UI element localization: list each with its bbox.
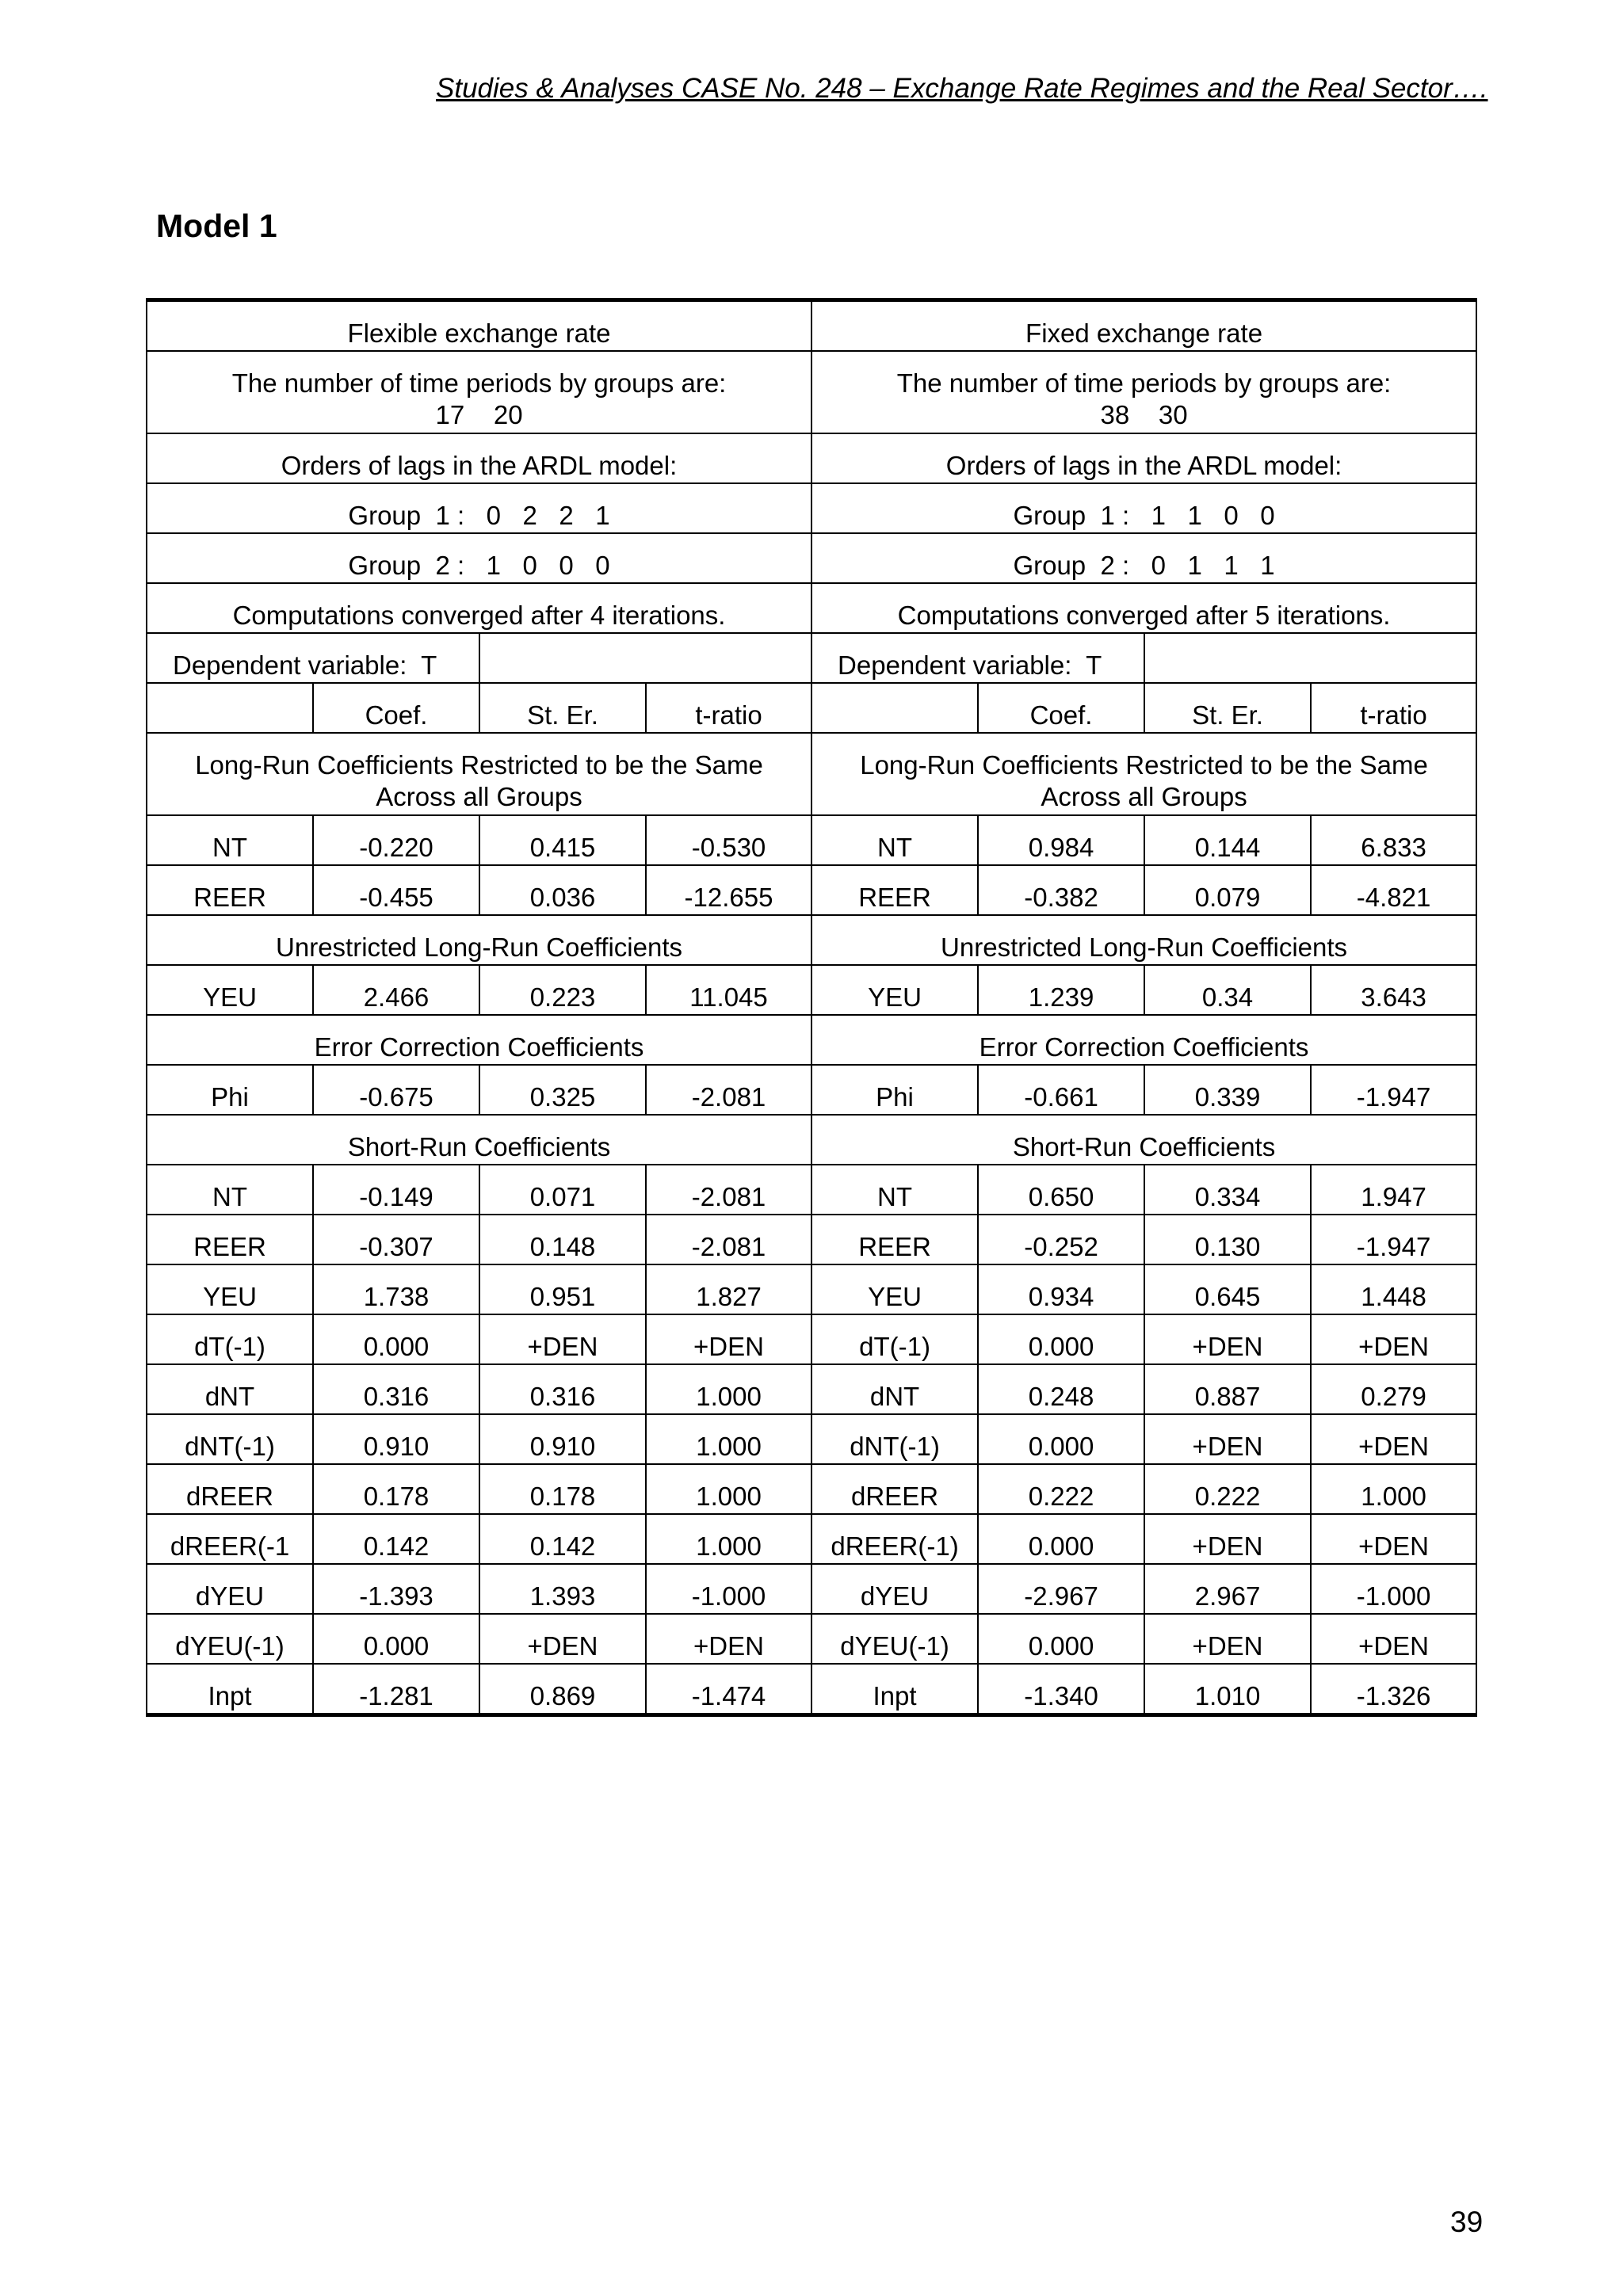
fixed-coef-cell: 0.650	[978, 1165, 1144, 1215]
flexible-st-err-cell: 1.393	[479, 1564, 646, 1614]
fixed-t-ratio-cell: -1.947	[1311, 1215, 1476, 1264]
fixed-coef-cell: -0.252	[978, 1215, 1144, 1264]
flexible-t-ratio-cell: 1.000	[646, 1514, 812, 1564]
flexible-variable-cell: YEU	[147, 965, 313, 1015]
fixed-periods-values: 38 30	[1100, 400, 1188, 429]
flexible-t-ratio-cell: +DEN	[646, 1614, 812, 1664]
table-row	[147, 1264, 1476, 1314]
fixed-section-error-correction: Error Correction Coefficients	[812, 1015, 1476, 1065]
flexible-variable-cell: dYEU(-1)	[147, 1614, 313, 1664]
flexible-variable-cell: YEU	[147, 1264, 313, 1314]
flexible-coef-cell: 0.910	[313, 1414, 479, 1464]
flexible-variable-cell: Inpt	[147, 1664, 313, 1715]
table-row	[147, 1564, 1476, 1614]
flexible-coef-cell: 2.466	[313, 965, 479, 1015]
fixed-st-err-cell: +DEN	[1144, 1414, 1311, 1464]
periods-row	[147, 351, 1476, 433]
fixed-variable-cell: NT	[812, 815, 978, 865]
flexible-st-err-cell: 0.316	[479, 1364, 646, 1414]
flexible-st-err-cell: 0.036	[479, 865, 646, 915]
fixed-coef-cell: 0.000	[978, 1314, 1144, 1364]
fixed-variable-cell: dYEU	[812, 1564, 978, 1614]
dependent-row	[147, 633, 1476, 683]
table-row	[147, 1314, 1476, 1364]
fixed-st-err-cell: 1.010	[1144, 1664, 1311, 1715]
section-title: Long-Run Coefficients Restricted to be the Same Across all Groups	[195, 750, 763, 811]
flexible-st-err-cell: 0.071	[479, 1165, 646, 1215]
flexible-header-se: St. Er.	[479, 683, 646, 733]
fixed-regime-heading: Fixed exchange rate	[812, 300, 1476, 352]
flexible-variable-cell: dREER	[147, 1464, 313, 1514]
flexible-group2: Group 2 : 1 0 0 0	[147, 533, 812, 583]
fixed-variable-cell: Phi	[812, 1065, 978, 1115]
fixed-variable-cell: YEU	[812, 1264, 978, 1314]
flexible-t-ratio-cell: 1.827	[646, 1264, 812, 1314]
fixed-section-short-run: Short-Run Coefficients	[812, 1115, 1476, 1165]
section-short-run-row	[147, 1115, 1476, 1165]
flexible-st-err-cell: +DEN	[479, 1614, 646, 1664]
fixed-header-coef: Coef.	[978, 683, 1144, 733]
table-row	[147, 1514, 1476, 1564]
flexible-st-err-cell: 0.415	[479, 815, 646, 865]
flexible-lags-label: Orders of lags in the ARDL model:	[147, 433, 812, 483]
section-title: Long-Run Coefficients Restricted to be the Same Across all Groups	[860, 750, 1428, 811]
table-row	[147, 1165, 1476, 1215]
flexible-coef-cell: -0.675	[313, 1065, 479, 1115]
flexible-coef-cell: -1.281	[313, 1664, 479, 1715]
flexible-periods-values: 17 20	[435, 400, 523, 429]
flexible-section-error-correction: Error Correction Coefficients	[147, 1015, 812, 1065]
fixed-variable-cell: dREER(-1)	[812, 1514, 978, 1564]
fixed-t-ratio-cell: +DEN	[1311, 1314, 1476, 1364]
table-row	[147, 1414, 1476, 1464]
results-table	[146, 298, 1477, 1717]
flexible-variable-cell: NT	[147, 1165, 313, 1215]
flexible-st-err-cell: 0.869	[479, 1664, 646, 1715]
fixed-coef-cell: -2.967	[978, 1564, 1144, 1614]
fixed-section-unrestricted: Unrestricted Long-Run Coefficients	[812, 915, 1476, 965]
flexible-variable-cell: dREER(-1	[147, 1514, 313, 1564]
flexible-coef-cell: 0.142	[313, 1514, 479, 1564]
column-header-row	[147, 683, 1476, 733]
table-row	[147, 1664, 1476, 1715]
fixed-variable-cell: REER	[812, 865, 978, 915]
flexible-t-ratio-cell: 1.000	[646, 1364, 812, 1414]
fixed-t-ratio-cell: +DEN	[1311, 1614, 1476, 1664]
flexible-variable-cell: Phi	[147, 1065, 313, 1115]
flexible-coef-cell: 0.000	[313, 1614, 479, 1664]
fixed-coef-cell: 0.000	[978, 1614, 1144, 1664]
fixed-st-err-cell: +DEN	[1144, 1614, 1311, 1664]
fixed-converged: Computations converged after 5 iterations.	[812, 583, 1476, 633]
fixed-variable-cell: YEU	[812, 965, 978, 1015]
fixed-header-blank	[812, 683, 978, 733]
flexible-t-ratio-cell: -1.000	[646, 1564, 812, 1614]
fixed-coef-cell: 0.000	[978, 1514, 1144, 1564]
flexible-group1: Group 1 : 0 2 2 1	[147, 483, 812, 533]
flexible-st-err-cell: 0.178	[479, 1464, 646, 1514]
flexible-variable-cell: REER	[147, 1215, 313, 1264]
flexible-t-ratio-cell: -2.081	[646, 1065, 812, 1115]
fixed-dependent-blank	[1144, 633, 1476, 683]
fixed-coef-cell: 1.239	[978, 965, 1144, 1015]
fixed-variable-cell: Inpt	[812, 1664, 978, 1715]
flexible-section-long-run-restricted	[147, 733, 812, 815]
fixed-t-ratio-cell: 1.000	[1311, 1464, 1476, 1514]
table-row	[147, 1215, 1476, 1264]
fixed-st-err-cell: +DEN	[1144, 1514, 1311, 1564]
flexible-st-err-cell: 0.142	[479, 1514, 646, 1564]
flexible-coef-cell: 0.178	[313, 1464, 479, 1514]
table-row	[147, 1464, 1476, 1514]
model-title: Model 1	[156, 208, 277, 244]
fixed-coef-cell: 0.934	[978, 1264, 1144, 1314]
flexible-coef-cell: -0.455	[313, 865, 479, 915]
fixed-group1: Group 1 : 1 1 0 0	[812, 483, 1476, 533]
running-header: Studies & Analyses CASE No. 248 – Exchange Rate Regimes and the Real Sector….	[436, 73, 1488, 104]
flexible-st-err-cell: 0.951	[479, 1264, 646, 1314]
flexible-header-blank	[147, 683, 313, 733]
fixed-variable-cell: dNT(-1)	[812, 1414, 978, 1464]
flexible-coef-cell: -0.220	[313, 815, 479, 865]
fixed-st-err-cell: 0.645	[1144, 1264, 1311, 1314]
flexible-periods-label: The number of time periods by groups are:	[231, 368, 727, 398]
table-row	[147, 1364, 1476, 1414]
flexible-st-err-cell: 0.148	[479, 1215, 646, 1264]
flexible-t-ratio-cell: -2.081	[646, 1215, 812, 1264]
fixed-coef-cell: 0.222	[978, 1464, 1144, 1514]
table-row	[147, 965, 1476, 1015]
fixed-header-se: St. Er.	[1144, 683, 1311, 733]
regime-row	[147, 300, 1476, 352]
fixed-st-err-cell: 2.967	[1144, 1564, 1311, 1614]
fixed-t-ratio-cell: -1.000	[1311, 1564, 1476, 1614]
fixed-t-ratio-cell: -4.821	[1311, 865, 1476, 915]
table-row	[147, 815, 1476, 865]
flexible-variable-cell: dT(-1)	[147, 1314, 313, 1364]
fixed-st-err-cell: 0.887	[1144, 1364, 1311, 1414]
flexible-t-ratio-cell: -1.474	[646, 1664, 812, 1715]
fixed-st-err-cell: 0.222	[1144, 1464, 1311, 1514]
flexible-dependent-blank	[479, 633, 812, 683]
group2-row	[147, 533, 1476, 583]
flexible-coef-cell: 0.000	[313, 1314, 479, 1364]
flexible-section-short-run: Short-Run Coefficients	[147, 1115, 812, 1165]
section-unrestricted-row	[147, 915, 1476, 965]
fixed-st-err-cell: 0.079	[1144, 865, 1311, 915]
group1-row	[147, 483, 1476, 533]
flexible-st-err-cell: 0.223	[479, 965, 646, 1015]
fixed-coef-cell: 0.984	[978, 815, 1144, 865]
fixed-t-ratio-cell: 1.448	[1311, 1264, 1476, 1314]
section-long-run-restricted-row	[147, 733, 1476, 815]
flexible-converged: Computations converged after 4 iterations.	[147, 583, 812, 633]
flexible-t-ratio-cell: -0.530	[646, 815, 812, 865]
fixed-t-ratio-cell: 1.947	[1311, 1165, 1476, 1215]
fixed-periods	[812, 351, 1476, 433]
flexible-variable-cell: dNT(-1)	[147, 1414, 313, 1464]
fixed-st-err-cell: 0.334	[1144, 1165, 1311, 1215]
fixed-coef-cell: -1.340	[978, 1664, 1144, 1715]
fixed-section-long-run-restricted	[812, 733, 1476, 815]
flexible-coef-cell: 1.738	[313, 1264, 479, 1314]
fixed-coef-cell: -0.382	[978, 865, 1144, 915]
fixed-variable-cell: dT(-1)	[812, 1314, 978, 1364]
fixed-header-tratio: t-ratio	[1311, 683, 1476, 733]
flexible-section-unrestricted: Unrestricted Long-Run Coefficients	[147, 915, 812, 965]
fixed-st-err-cell: 0.144	[1144, 815, 1311, 865]
flexible-variable-cell: NT	[147, 815, 313, 865]
flexible-t-ratio-cell: -2.081	[646, 1165, 812, 1215]
flexible-header-coef: Coef.	[313, 683, 479, 733]
table-row	[147, 1614, 1476, 1664]
flexible-header-tratio: t-ratio	[646, 683, 812, 733]
fixed-variable-cell: REER	[812, 1215, 978, 1264]
fixed-t-ratio-cell: -1.947	[1311, 1065, 1476, 1115]
flexible-t-ratio-cell: 1.000	[646, 1464, 812, 1514]
table-row	[147, 865, 1476, 915]
fixed-variable-cell: NT	[812, 1165, 978, 1215]
page-number: 39	[1450, 2206, 1484, 2238]
fixed-st-err-cell: 0.339	[1144, 1065, 1311, 1115]
flexible-variable-cell: REER	[147, 865, 313, 915]
flexible-t-ratio-cell: -12.655	[646, 865, 812, 915]
fixed-coef-cell: -0.661	[978, 1065, 1144, 1115]
fixed-variable-cell: dREER	[812, 1464, 978, 1514]
fixed-t-ratio-cell: +DEN	[1311, 1514, 1476, 1564]
fixed-st-err-cell: 0.130	[1144, 1215, 1311, 1264]
fixed-st-err-cell: 0.34	[1144, 965, 1311, 1015]
flexible-st-err-cell: 0.325	[479, 1065, 646, 1115]
flexible-coef-cell: -0.149	[313, 1165, 479, 1215]
flexible-dependent: Dependent variable: T	[147, 633, 479, 683]
flexible-st-err-cell: 0.910	[479, 1414, 646, 1464]
fixed-t-ratio-cell: +DEN	[1311, 1414, 1476, 1464]
flexible-variable-cell: dYEU	[147, 1564, 313, 1614]
flexible-periods	[147, 351, 812, 433]
section-error-correction-row	[147, 1015, 1476, 1065]
fixed-group2: Group 2 : 0 1 1 1	[812, 533, 1476, 583]
fixed-coef-cell: 0.000	[978, 1414, 1144, 1464]
flexible-t-ratio-cell: 1.000	[646, 1414, 812, 1464]
flexible-t-ratio-cell: +DEN	[646, 1314, 812, 1364]
flexible-t-ratio-cell: 11.045	[646, 965, 812, 1015]
fixed-variable-cell: dNT	[812, 1364, 978, 1414]
flexible-coef-cell: -1.393	[313, 1564, 479, 1614]
fixed-lags-label: Orders of lags in the ARDL model:	[812, 433, 1476, 483]
fixed-dependent: Dependent variable: T	[812, 633, 1144, 683]
fixed-st-err-cell: +DEN	[1144, 1314, 1311, 1364]
flexible-coef-cell: -0.307	[313, 1215, 479, 1264]
fixed-t-ratio-cell: 0.279	[1311, 1364, 1476, 1414]
fixed-periods-label: The number of time periods by groups are:	[896, 368, 1392, 398]
converged-row	[147, 583, 1476, 633]
fixed-t-ratio-cell: 3.643	[1311, 965, 1476, 1015]
flexible-regime-heading: Flexible exchange rate	[147, 300, 812, 352]
flexible-variable-cell: dNT	[147, 1364, 313, 1414]
flexible-coef-cell: 0.316	[313, 1364, 479, 1414]
lags-row	[147, 433, 1476, 483]
fixed-t-ratio-cell: -1.326	[1311, 1664, 1476, 1715]
fixed-variable-cell: dYEU(-1)	[812, 1614, 978, 1664]
table-row	[147, 1065, 1476, 1115]
fixed-t-ratio-cell: 6.833	[1311, 815, 1476, 865]
flexible-st-err-cell: +DEN	[479, 1314, 646, 1364]
fixed-coef-cell: 0.248	[978, 1364, 1144, 1414]
